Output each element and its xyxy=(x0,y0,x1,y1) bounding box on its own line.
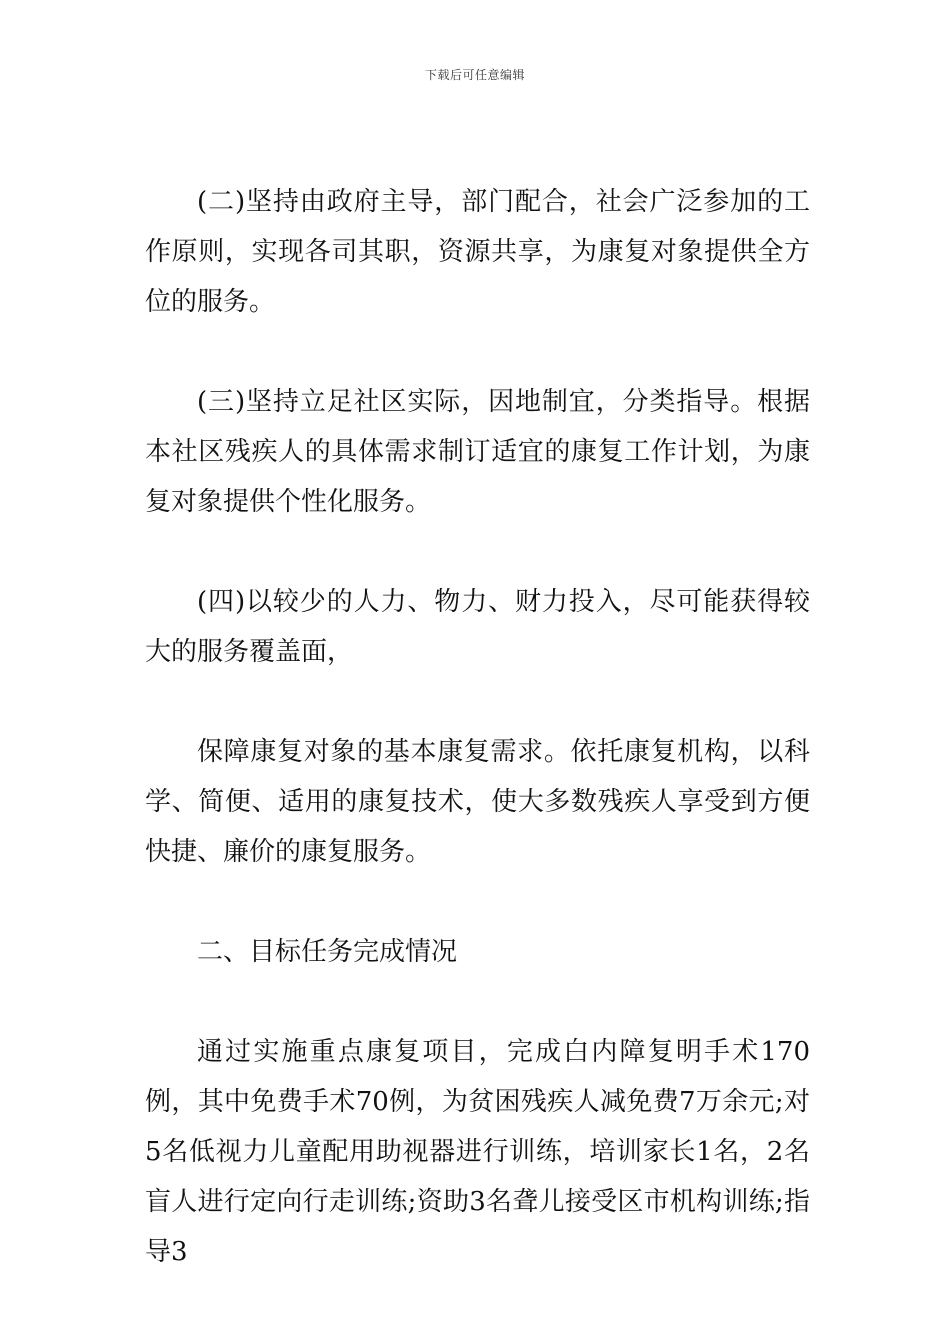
paragraph-rehab-needs: 保障康复对象的基本康复需求。依托康复机构，以科学、简便、适用的康复技术，使大多数残疾人享受到方便快捷、廉价的康复服务。 xyxy=(145,737,810,867)
section-heading-goals: 二、目标任务完成情况 xyxy=(197,937,458,967)
paragraph-principle-2: (二)坚持由政府主导，部门配合，社会广泛参加的工作原则，实现各司其职，资源共享，为康复对象提供全方位的服务。 xyxy=(145,187,810,317)
paragraph-principle-4: (四)以较少的人力、物力、财力投入，尽可能获得较大的服务覆盖面， xyxy=(145,587,810,667)
paragraph-principle-3: (三)坚持立足社区实际，因地制宜，分类指导。根据本社区残疾人的具体需求制订适宜的康复工作计划，为康复对象提供个性化服务。 xyxy=(145,387,810,517)
document-body xyxy=(145,177,810,1327)
page-header-note: 下载后可任意编辑 xyxy=(424,68,525,82)
paragraph-achievements: 通过实施重点康复项目，完成白内障复明手术170例，其中免费手术70例，为贫困残疾人减免费7万余元;对5名低视力儿童配用助视器进行训练，培训家长1名，2名盲人进行定向行走训练;资助3名聋儿接受区市机构训练;指导3 xyxy=(145,1037,810,1267)
